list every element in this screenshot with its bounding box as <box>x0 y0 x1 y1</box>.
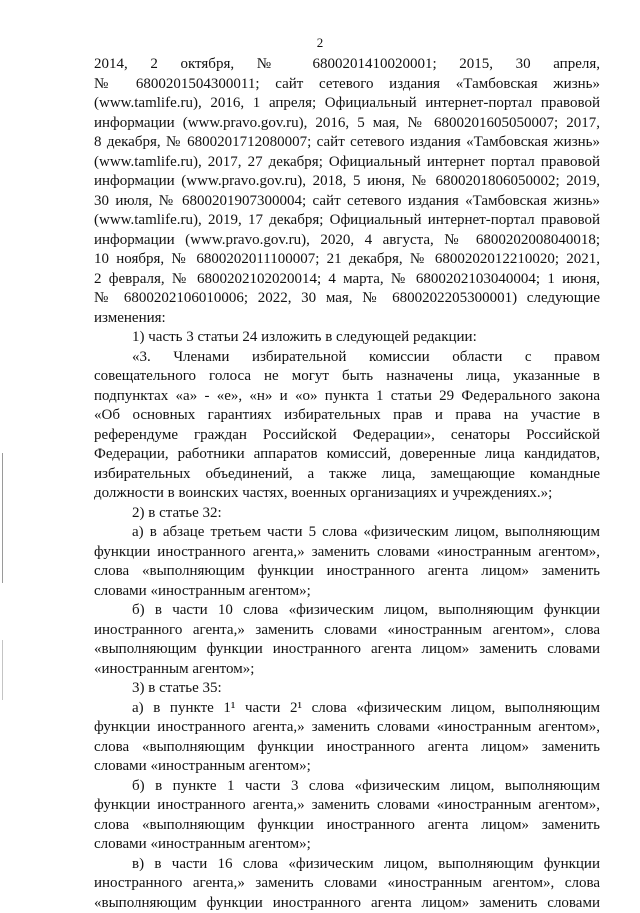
text-line: в) в части 16 слова «физическим лицом, выполняющим функции <box>94 855 600 875</box>
text-line: иностранного агента,» заменить словами «иностранным агентом», слова <box>94 874 600 894</box>
text-line: (www.tamlife.ru), 2017, 27 декабря; Официальный интернет портал правовой <box>94 153 600 173</box>
text-line: подпунктах «а» - «е», «н» и «о» пункта 1 статьи 29 Федерального закона <box>94 387 600 407</box>
text-line: словами «иностранным агентом»; <box>94 835 600 855</box>
text-line: референдуме граждан Российской Федерации», сенаторы Российской <box>94 426 600 446</box>
text-line: «иностранным агентом»; <box>94 660 600 680</box>
text-line: «3. Членами избирательной комиссии области с правом <box>94 348 600 368</box>
text-line: функции иностранного агента,» заменить словами «иностранным агентом», <box>94 718 600 738</box>
text-line: должности в воинских частях, военных организациях и учреждениях.»; <box>94 484 600 504</box>
text-line: слова «выполняющим функции иностранного агента лицом» заменить <box>94 562 600 582</box>
text-line: 30 июля, № 6800201907300004; сайт сетевого издания «Тамбовская жизнь» <box>94 192 600 212</box>
text-line: «выполняющим функции иностранного агента лицом» заменить словами <box>94 894 600 913</box>
scan-edge-mark <box>2 640 3 700</box>
text-line: «выполняющим функции иностранного агента лицом» заменить словами <box>94 640 600 660</box>
text-line: 10 ноября, № 6800202011100007; 21 декабря, № 6800202012210020; 2021, <box>94 250 600 270</box>
text-line: избирательных объединений, а также лица, замещающие командные <box>94 465 600 485</box>
text-line: 2) в статье 32: <box>94 504 600 524</box>
text-line: информации (www.pravo.gov.ru), 2020, 4 августа, № 6800202008040018; <box>94 231 600 251</box>
text-line: 1) часть 3 статьи 24 изложить в следующей редакции: <box>94 328 600 348</box>
text-line: 2014, 2 октября, № 6800201410020001; 2015, 30 апреля, <box>94 55 600 75</box>
text-line: слова «выполняющим функции иностранного агента лицом» заменить <box>94 816 600 836</box>
text-line: иностранного агента,» заменить словами «иностранным агентом», слова <box>94 621 600 641</box>
page-number: 2 <box>0 35 640 51</box>
text-line: б) в части 10 слова «физическим лицом, выполняющим функции <box>94 601 600 621</box>
text-line: изменения: <box>94 309 600 329</box>
scan-edge-mark <box>2 453 3 583</box>
text-line: 2 февраля, № 6800202102020014; 4 марта, № 6800202103040004; 1 июня, <box>94 270 600 290</box>
text-line: 8 декабря, № 6800201712080007; сайт сетевого издания «Тамбовская жизнь» <box>94 133 600 153</box>
text-line: словами «иностранным агентом»; <box>94 582 600 602</box>
text-line: № 6800202106010006; 2022, 30 мая, № 6800202205300001) следующие <box>94 289 600 309</box>
text-line: информации (www.pravo.gov.ru), 2018, 5 июня, № 6800201806050002; 2019, <box>94 172 600 192</box>
text-line: функции иностранного агента,» заменить словами «иностранным агентом», <box>94 543 600 563</box>
text-line: совещательного голоса не могут быть назначены лица, указанные в <box>94 367 600 387</box>
text-line: 3) в статье 35: <box>94 679 600 699</box>
text-line: а) в пункте 1¹ части 2¹ слова «физическим лицом, выполняющим <box>94 699 600 719</box>
text-line: словами «иностранным агентом»; <box>94 757 600 777</box>
text-line: Федерации, работники аппаратов комиссий, доверенные лица кандидатов, <box>94 445 600 465</box>
text-line: слова «выполняющим функции иностранного агента лицом» заменить <box>94 738 600 758</box>
text-line: информации (www.pravo.gov.ru), 2016, 5 мая, № 6800201605050007; 2017, <box>94 114 600 134</box>
text-line: а) в абзаце третьем части 5 слова «физическим лицом, выполняющим <box>94 523 600 543</box>
document-body <box>94 55 600 913</box>
text-line: № 6800201504300011; сайт сетевого издания «Тамбовская жизнь» <box>94 75 600 95</box>
text-line: (www.tamlife.ru), 2016, 1 апреля; Официальный интернет-портал правовой <box>94 94 600 114</box>
text-line: б) в пункте 1 части 3 слова «физическим лицом, выполняющим <box>94 777 600 797</box>
text-line: (www.tamlife.ru), 2019, 17 декабря; Официальный интернет-портал правовой <box>94 211 600 231</box>
text-line: «Об основных гарантиях избирательных прав и права на участие в <box>94 406 600 426</box>
text-line: функции иностранного агента,» заменить словами «иностранным агентом», <box>94 796 600 816</box>
